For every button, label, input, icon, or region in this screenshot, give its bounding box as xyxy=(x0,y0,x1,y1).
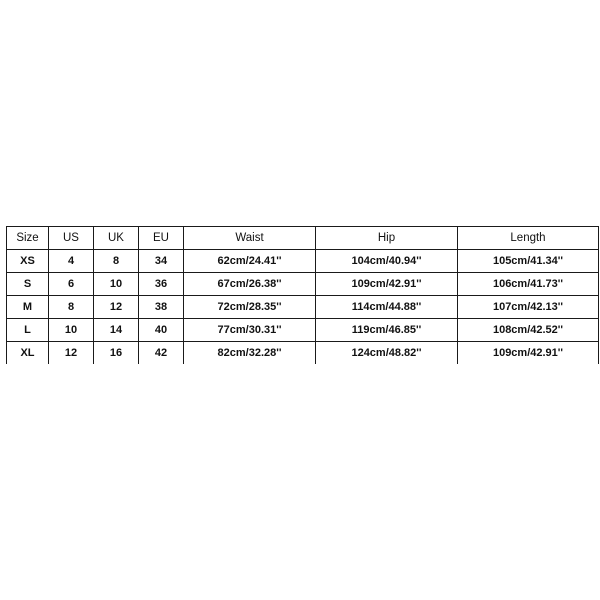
cell-us: 10 xyxy=(49,319,94,342)
cell-eu: 36 xyxy=(139,273,184,296)
cell-us: 6 xyxy=(49,273,94,296)
cell-size: XS xyxy=(7,250,49,273)
header-us: US xyxy=(49,227,94,250)
cell-eu: 34 xyxy=(139,250,184,273)
cell-us: 12 xyxy=(49,342,94,365)
table-row xyxy=(7,296,599,319)
header-hip: Hip xyxy=(316,227,458,250)
cell-length: 106cm/41.73'' xyxy=(458,273,599,296)
cell-hip: 109cm/42.91'' xyxy=(316,273,458,296)
table-row xyxy=(7,342,599,365)
cell-uk: 10 xyxy=(94,273,139,296)
cell-eu: 40 xyxy=(139,319,184,342)
cell-uk: 12 xyxy=(94,296,139,319)
cell-us: 4 xyxy=(49,250,94,273)
header-eu: EU xyxy=(139,227,184,250)
cell-hip: 104cm/40.94'' xyxy=(316,250,458,273)
cell-uk: 16 xyxy=(94,342,139,365)
cell-size: M xyxy=(7,296,49,319)
cell-waist: 62cm/24.41'' xyxy=(184,250,316,273)
table-row xyxy=(7,319,599,342)
cell-hip: 119cm/46.85'' xyxy=(316,319,458,342)
size-chart-table xyxy=(6,226,599,364)
cell-length: 109cm/42.91'' xyxy=(458,342,599,365)
header-row xyxy=(7,227,599,250)
cell-hip: 114cm/44.88'' xyxy=(316,296,458,319)
cell-length: 105cm/41.34'' xyxy=(458,250,599,273)
cell-size: XL xyxy=(7,342,49,365)
cell-us: 8 xyxy=(49,296,94,319)
header-size: Size xyxy=(7,227,49,250)
cell-length: 108cm/42.52'' xyxy=(458,319,599,342)
cell-waist: 82cm/32.28'' xyxy=(184,342,316,365)
cell-size: S xyxy=(7,273,49,296)
cell-hip: 124cm/48.82'' xyxy=(316,342,458,365)
cell-uk: 14 xyxy=(94,319,139,342)
cell-length: 107cm/42.13'' xyxy=(458,296,599,319)
table-row xyxy=(7,250,599,273)
header-length: Length xyxy=(458,227,599,250)
cell-eu: 38 xyxy=(139,296,184,319)
cell-eu: 42 xyxy=(139,342,184,365)
cell-waist: 77cm/30.31'' xyxy=(184,319,316,342)
header-waist: Waist xyxy=(184,227,316,250)
table-row xyxy=(7,273,599,296)
cell-waist: 72cm/28.35'' xyxy=(184,296,316,319)
cell-size: L xyxy=(7,319,49,342)
cell-waist: 67cm/26.38'' xyxy=(184,273,316,296)
cell-uk: 8 xyxy=(94,250,139,273)
header-uk: UK xyxy=(94,227,139,250)
